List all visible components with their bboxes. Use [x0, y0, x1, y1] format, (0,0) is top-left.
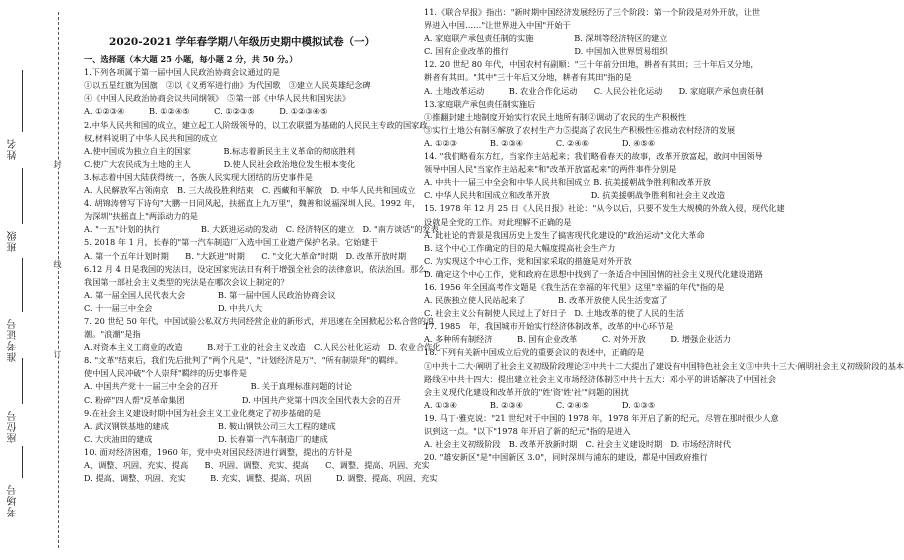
question-line: 12. 20 世纪 80 年代，中国农村有副顺："三十年前分田地，耕者有其田；三十年后又分地， — [424, 59, 759, 70]
question-line: B. 这个中心工作确定的目的是大幅度提高社会生产力 — [424, 242, 616, 253]
question-line: A. 武汉钢铁基地的建成 B. 鞍山钢铁公司三大工程的建成 — [84, 420, 336, 431]
question-line: 识到这一点。"以下"1978 年开启了新的纪元"指的是进入 — [424, 426, 631, 436]
question-line: A. 多种所有制经济 B. 国有企业改革 C. 对外开放 D. 增强企业活力 — [424, 334, 731, 345]
fold-line — [58, 12, 59, 548]
question-line: C. 十一届三中全会 D. 中共八大 — [84, 302, 263, 313]
question-line: A. ①②③④ B. ①②④⑤ C. ①②③⑤ D. ①②③④⑤ — [84, 106, 328, 117]
question-line: A. 人民解放军占领南京 B. 三大战役胜利结束 C. 西藏和平解放 D. 中华人民共和国成立 — [84, 185, 416, 196]
question-line: A. 民族独立使人民站起来了 B. 改革开放使人民生活变富了 — [424, 295, 668, 306]
question-line: 为深圳"扶摇直上"两添动力的是 — [84, 211, 198, 222]
fold-mark-line: 线 — [53, 260, 62, 268]
question-line: 潮。"浪潮"是指 — [84, 329, 141, 340]
question-line: A. ①②③ B. ②③④ C. ②④⑥ D. ④⑤⑥ — [424, 137, 656, 148]
margin-field-class: 班级 — [8, 230, 19, 252]
question-line: C. 粉碎"四人帮"反革命集团 D. 中国共产党第十四次全国代表大会的召开 — [84, 394, 401, 405]
question-line: 19. 马丁·雅克说："21 世纪对于中国的 1978 年，1978 年开启了新的纪元，尽管在那时很少人意 — [424, 412, 779, 423]
margin-field-line — [22, 358, 23, 404]
margin-field-seat-number: 座位号 — [8, 410, 19, 443]
fold-mark-seal: 封 — [53, 160, 62, 168]
question-line: C. 中华人民共和国成立和改革开放 D. 抗美援朝战争胜利和社会主义改造 — [424, 190, 726, 201]
question-line: 15. 1978 年 12 月 25 日《人民日报》社论："从今以后，只要不发生大规模的外敌入侵，现代化建 — [424, 203, 785, 214]
question-line: A. ①③④ B. ②③④ C. ②④⑤ D. ①③⑤ — [424, 399, 656, 410]
margin-field-line — [22, 168, 23, 224]
question-line: 7. 20 世纪 50 年代，中国试验公私双方共同经营企业的新形式，并迅速在全国掀起公私合营的浪 — [84, 315, 435, 326]
question-line: A. 社会主义初级阶段 B. 改革开放新时期 C. 社会主义建设时期 D. 市场经济时代 — [424, 439, 731, 450]
margin-field-exam-room: 考场号 — [8, 484, 19, 517]
question-line: ①推翻封建土地制度开始实行农民土地所有制②调动了农民的生产积极性 — [424, 111, 687, 122]
question-line: 5. 2018 年 1 月，长春的"第一汽车制造厂入选中国工业遗产保护名录。它始建于 — [84, 237, 378, 248]
question-line: C. 国有企业改革的推行 D. 中国加入世界贸易组织 — [424, 46, 668, 57]
question-line: 11.《联合早报》指出："新时期中国经济发展经历了三个阶段：第一个阶段是对外开放，让世 — [424, 7, 761, 17]
question-line: ③实行土地公有制④解放了农村生产力⑤提高了农民生产积极性⑥推动农村经济的发展 — [424, 124, 736, 135]
question-line: C. 社会主义公有制使人民过上了好日子 D. 土地改革的使了人民的生活 — [424, 308, 685, 319]
question-line: D. 确定这个中心工作，党和政府在思想中找到了一条适合中国国情的社会主义现代化建设道路 — [424, 268, 763, 279]
section-heading: 一、选择题（本大题 25 小题，每小题 2 分，共 50 分。） — [84, 54, 298, 65]
question-line: 14. "我们略看东方红，当家作主站起来；我们略看春天的故事，改革开放富起，敢问中国领导 — [424, 151, 763, 162]
fold-mark-bind: 订 — [53, 350, 62, 358]
margin-field-ticket-number: 准考证号 — [8, 318, 19, 362]
question-line: 10. 面对经济困难，1960 年，党中央对国民经济进行调整，提出的方针是 — [84, 446, 353, 457]
question-line: C. 为实现这个中心工作，党和国家采取的措施是对外开放 — [424, 255, 632, 266]
question-line: 17. 1985 年，我国城市开始实行经济体制改革，改革的中心环节是 — [424, 321, 674, 332]
question-line: 耕者有其田。"其中"三十年后又分地，耕者有其田"指的是 — [424, 72, 632, 83]
question-line: ①以五星红旗为国旗 ②以《义勇军进行曲》为代国歌 ③建立人民英雄纪念碑 — [84, 80, 371, 91]
question-line: 设就是全党的工作。对此理解不正确的是 — [424, 216, 572, 227]
margin-field-line — [22, 258, 23, 312]
question-line: 16. 1956 年全国高考作文题是《我生活在幸福的年代里》这里"幸福的年代"指的是 — [424, 281, 725, 292]
question-line: 2.中华人民共和国的成立，建立起工人阶级领导的，以工农联盟为基础的人民民主专政的国家政 — [84, 119, 428, 130]
question-line: A. 此社论的背景是我国历史上发生了搞害现代化建设的"政治运动"文化大革命 — [424, 229, 705, 240]
left-column — [84, 6, 441, 485]
question-line: 界进入中国……"让世界进入中国"开始于 — [424, 20, 571, 31]
question-line: 9.在社会主义建设时期中国为社会主义工业化奠定了初步基础的是 — [84, 407, 322, 418]
margin-field-name: 姓名 — [8, 138, 19, 160]
question-line: C. 大庆油田的建成 D. 长春第一汽车制造厂的建成 — [84, 433, 328, 444]
question-line: ①中共十二大·阐明了社会主义初级阶段理论②中共十二大提出了建设有中国特色社会主义③中共十三大·阐明社会主义初级阶段的基本 — [424, 360, 904, 371]
exam-margin — [0, 0, 82, 560]
question-line: 4. 胡锦涛曾写下诗句"大鹏一日同风起，扶摇直上九万里"，魏善和说福深圳人民。1992 年， — [84, 198, 421, 209]
question-line: 会主义现代化建设和改革开放的"姓'资'姓'社'"问题的困扰 — [424, 386, 629, 397]
question-line: A. 中国共产党十一届三中全会的召开 B. 关于真理标准问题的讨论 — [84, 381, 352, 392]
question-line: 领导中国人民"当家作主站起来"和"改革开放富起来"的两件事件分别是 — [424, 164, 677, 175]
question-line: 8. "文革"结束后，我们先后批判了"两个凡是"、"计划经济是万"、"所有制崇拜"的羁绊。 — [84, 355, 403, 366]
question-line: A.对资本主义工商业的改造 B.对于工业的社会主义改造 C.人民公社化运动 D. 农业合作化 — [84, 342, 441, 353]
question-line: 18. 下列有关新中国成立后党的重要会议的表述中，正确的是 — [424, 347, 645, 358]
question-line: 6.12 月 4 日是我国的宪法日，设定国家宪法日有利于增强全社会的法律意识，依法治国。那么， — [84, 263, 435, 274]
question-line: 权,材料说明了中华人民共和国的成立 — [84, 132, 218, 143]
question-line: 13.家庭联产承包责任制实施后 — [424, 98, 536, 109]
question-line: A. 第一个五年计划时期 B. "大跃进"时期 C. "文化大革命"时期 D. 改革开放时期 — [84, 250, 407, 261]
question-line: D. 提高、调整、巩固、充实 B. 充实、调整、提高、巩固 D. 调整、提高、巩固、充实 — [84, 473, 438, 484]
question-line: ④《中国人民政治协商会议共同纲领》 ⑤第一部《中华人民共和国宪法》 — [84, 93, 351, 104]
question-line: C.使广大农民成为土地的主人 D.使人民社会政治地位发生根本变化 — [84, 158, 356, 169]
question-line: A. 中共十一届三中全会和中华人民共和国成立 B. 抗美援朝战争胜利和改革开放 — [424, 177, 711, 188]
right-column — [424, 6, 904, 464]
question-line: 路线④中共十四大：提出建立社会主义市场经济体制⑤中共十五大：邓小平的讲话解决了中国社会 — [424, 373, 777, 384]
question-line: A. 家庭联产承包责任制的实施 B. 深圳等经济特区的建立 — [424, 33, 668, 44]
question-line: A. 第一届全国人民代表大会 B. 第一届中国人民政治协商会议 — [84, 289, 336, 300]
question-line: A. "一五"计划的执行 B. 大跃进运动的发动 C. 经济特区的建立 D. "南方谈话"的发表 — [84, 224, 439, 235]
margin-field-line — [22, 70, 23, 132]
question-line: 1.下列各项属于第一届中国人民政治协商会议通过的是 — [84, 67, 281, 78]
question-line: A.使中国成为独立自主的国家 B.标志着新民主主义革命的彻底胜利 — [84, 145, 355, 156]
question-line: 我国第一部社会主义类型的宪法是在哪次会议上制定的？ — [84, 276, 289, 287]
question-line: 3.标志着中国大陆获得统一，各族人民实现大团结的历史事件是 — [84, 171, 313, 182]
question-line: 使中国人民冲破"个人崇拜"羁绊的历史事件是 — [84, 368, 248, 379]
question-line: A、调整、巩固、充实、提高 B、巩固、调整、充实、提高 C、调整、提高、巩固、充实 — [84, 460, 430, 470]
question-line: A. 土地改革运动 B. 农业合作化运动 C. 人民公社化运动 D. 家庭联产承包责任制 — [424, 85, 764, 96]
question-line: 20. "雄安新区"是"中国新区 3.0"，同时深圳与浦东的建设，都是中国政府推行 — [424, 452, 708, 463]
exam-title: 2020-2021 学年春学期八年级历史期中模拟试卷（一） — [109, 36, 375, 48]
margin-field-line — [22, 446, 23, 478]
